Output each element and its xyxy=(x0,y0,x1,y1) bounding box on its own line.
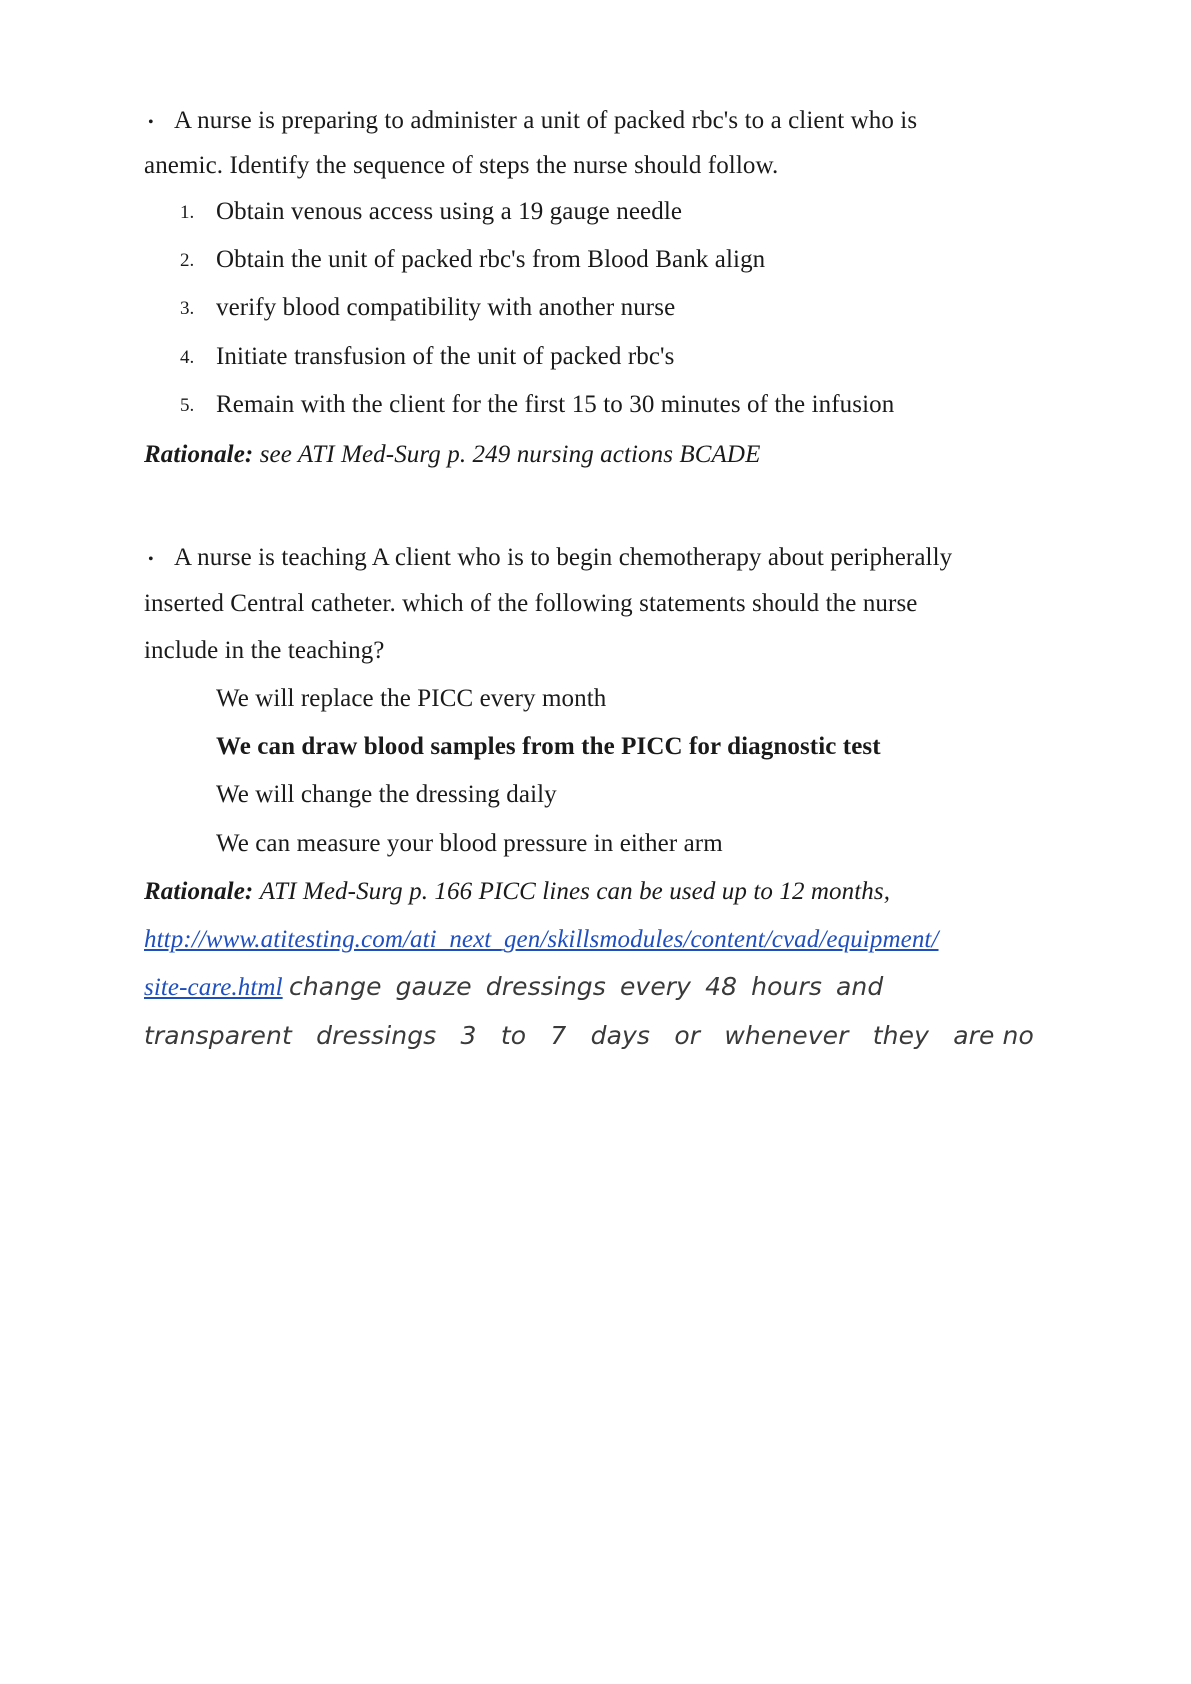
reference-link-continued[interactable]: site-care.html xyxy=(144,974,283,1001)
step-number: 1. xyxy=(180,202,195,223)
reference-link-line-2 xyxy=(144,972,883,1003)
reference-link[interactable]: http://www.atitesting.com/ati_next_gen/skillsmodules/content/cvad/equipment/ xyxy=(144,926,939,953)
question-1-stem-line-2: anemic. Identify the sequence of steps the nurse should follow. xyxy=(144,152,779,179)
question-2-stem-line-3: include in the teaching? xyxy=(144,637,385,664)
dressing-word: they xyxy=(872,1021,929,1050)
step-text: Initiate transfusion of the unit of packed rbc's xyxy=(216,343,675,370)
step-text: Remain with the client for the first 15 to 30 minutes of the infusion xyxy=(216,391,895,418)
answer-option: We will change the dressing daily xyxy=(216,781,557,808)
rationale-1 xyxy=(144,440,760,470)
question-2-stem-line-1: A nurse is teaching A client who is to begin chemotherapy about peripherally xyxy=(174,544,953,571)
dressing-text-continued xyxy=(144,1021,1034,1051)
rationale-2 xyxy=(144,877,890,907)
step-number: 2. xyxy=(180,250,195,271)
rationale-label: Rationale: xyxy=(144,878,254,905)
question-2-stem-line-2: inserted Central catheter. which of the following statements should the nurse xyxy=(144,590,918,617)
rationale-text: see ATI Med-Surg p. 249 nursing actions BCADE xyxy=(259,441,761,468)
bullet-question-1: • xyxy=(148,114,154,131)
answer-option: We can measure your blood pressure in either arm xyxy=(216,830,723,857)
answer-option-correct: We can draw blood samples from the PICC for diagnostic test xyxy=(216,733,881,760)
step-number: 4. xyxy=(180,347,195,368)
dressing-word: 7 xyxy=(550,1021,567,1050)
dressing-text: change gauze dressings every 48 hours and xyxy=(289,972,884,1001)
dressing-word: whenever xyxy=(724,1021,849,1050)
dressing-word: 3 xyxy=(460,1021,477,1050)
step-text: Obtain venous access using a 19 gauge needle xyxy=(216,198,683,225)
step-text: verify blood compatibility with another nurse xyxy=(216,294,676,321)
dressing-word: transparent xyxy=(144,1021,292,1050)
reference-link-line-1 xyxy=(144,925,939,955)
step-text: Obtain the unit of packed rbc's from Blood Bank align xyxy=(216,246,766,273)
bullet-question-2: • xyxy=(148,551,154,568)
step-number: 3. xyxy=(180,298,195,319)
step-number: 5. xyxy=(180,395,195,416)
dressing-word: dressings xyxy=(316,1021,437,1050)
dressing-word: days xyxy=(590,1021,651,1050)
dressing-word: or xyxy=(674,1021,701,1050)
rationale-label: Rationale: xyxy=(144,441,254,468)
dressing-word: to xyxy=(500,1021,527,1050)
question-1-stem-line-1: A nurse is preparing to administer a unit of packed rbc's to a client who is xyxy=(174,107,918,134)
rationale-text: ATI Med-Surg p. 166 PICC lines can be used up to 12 months, xyxy=(259,878,891,905)
answer-option: We will replace the PICC every month xyxy=(216,685,607,712)
dressing-word: are no xyxy=(953,1021,1034,1050)
